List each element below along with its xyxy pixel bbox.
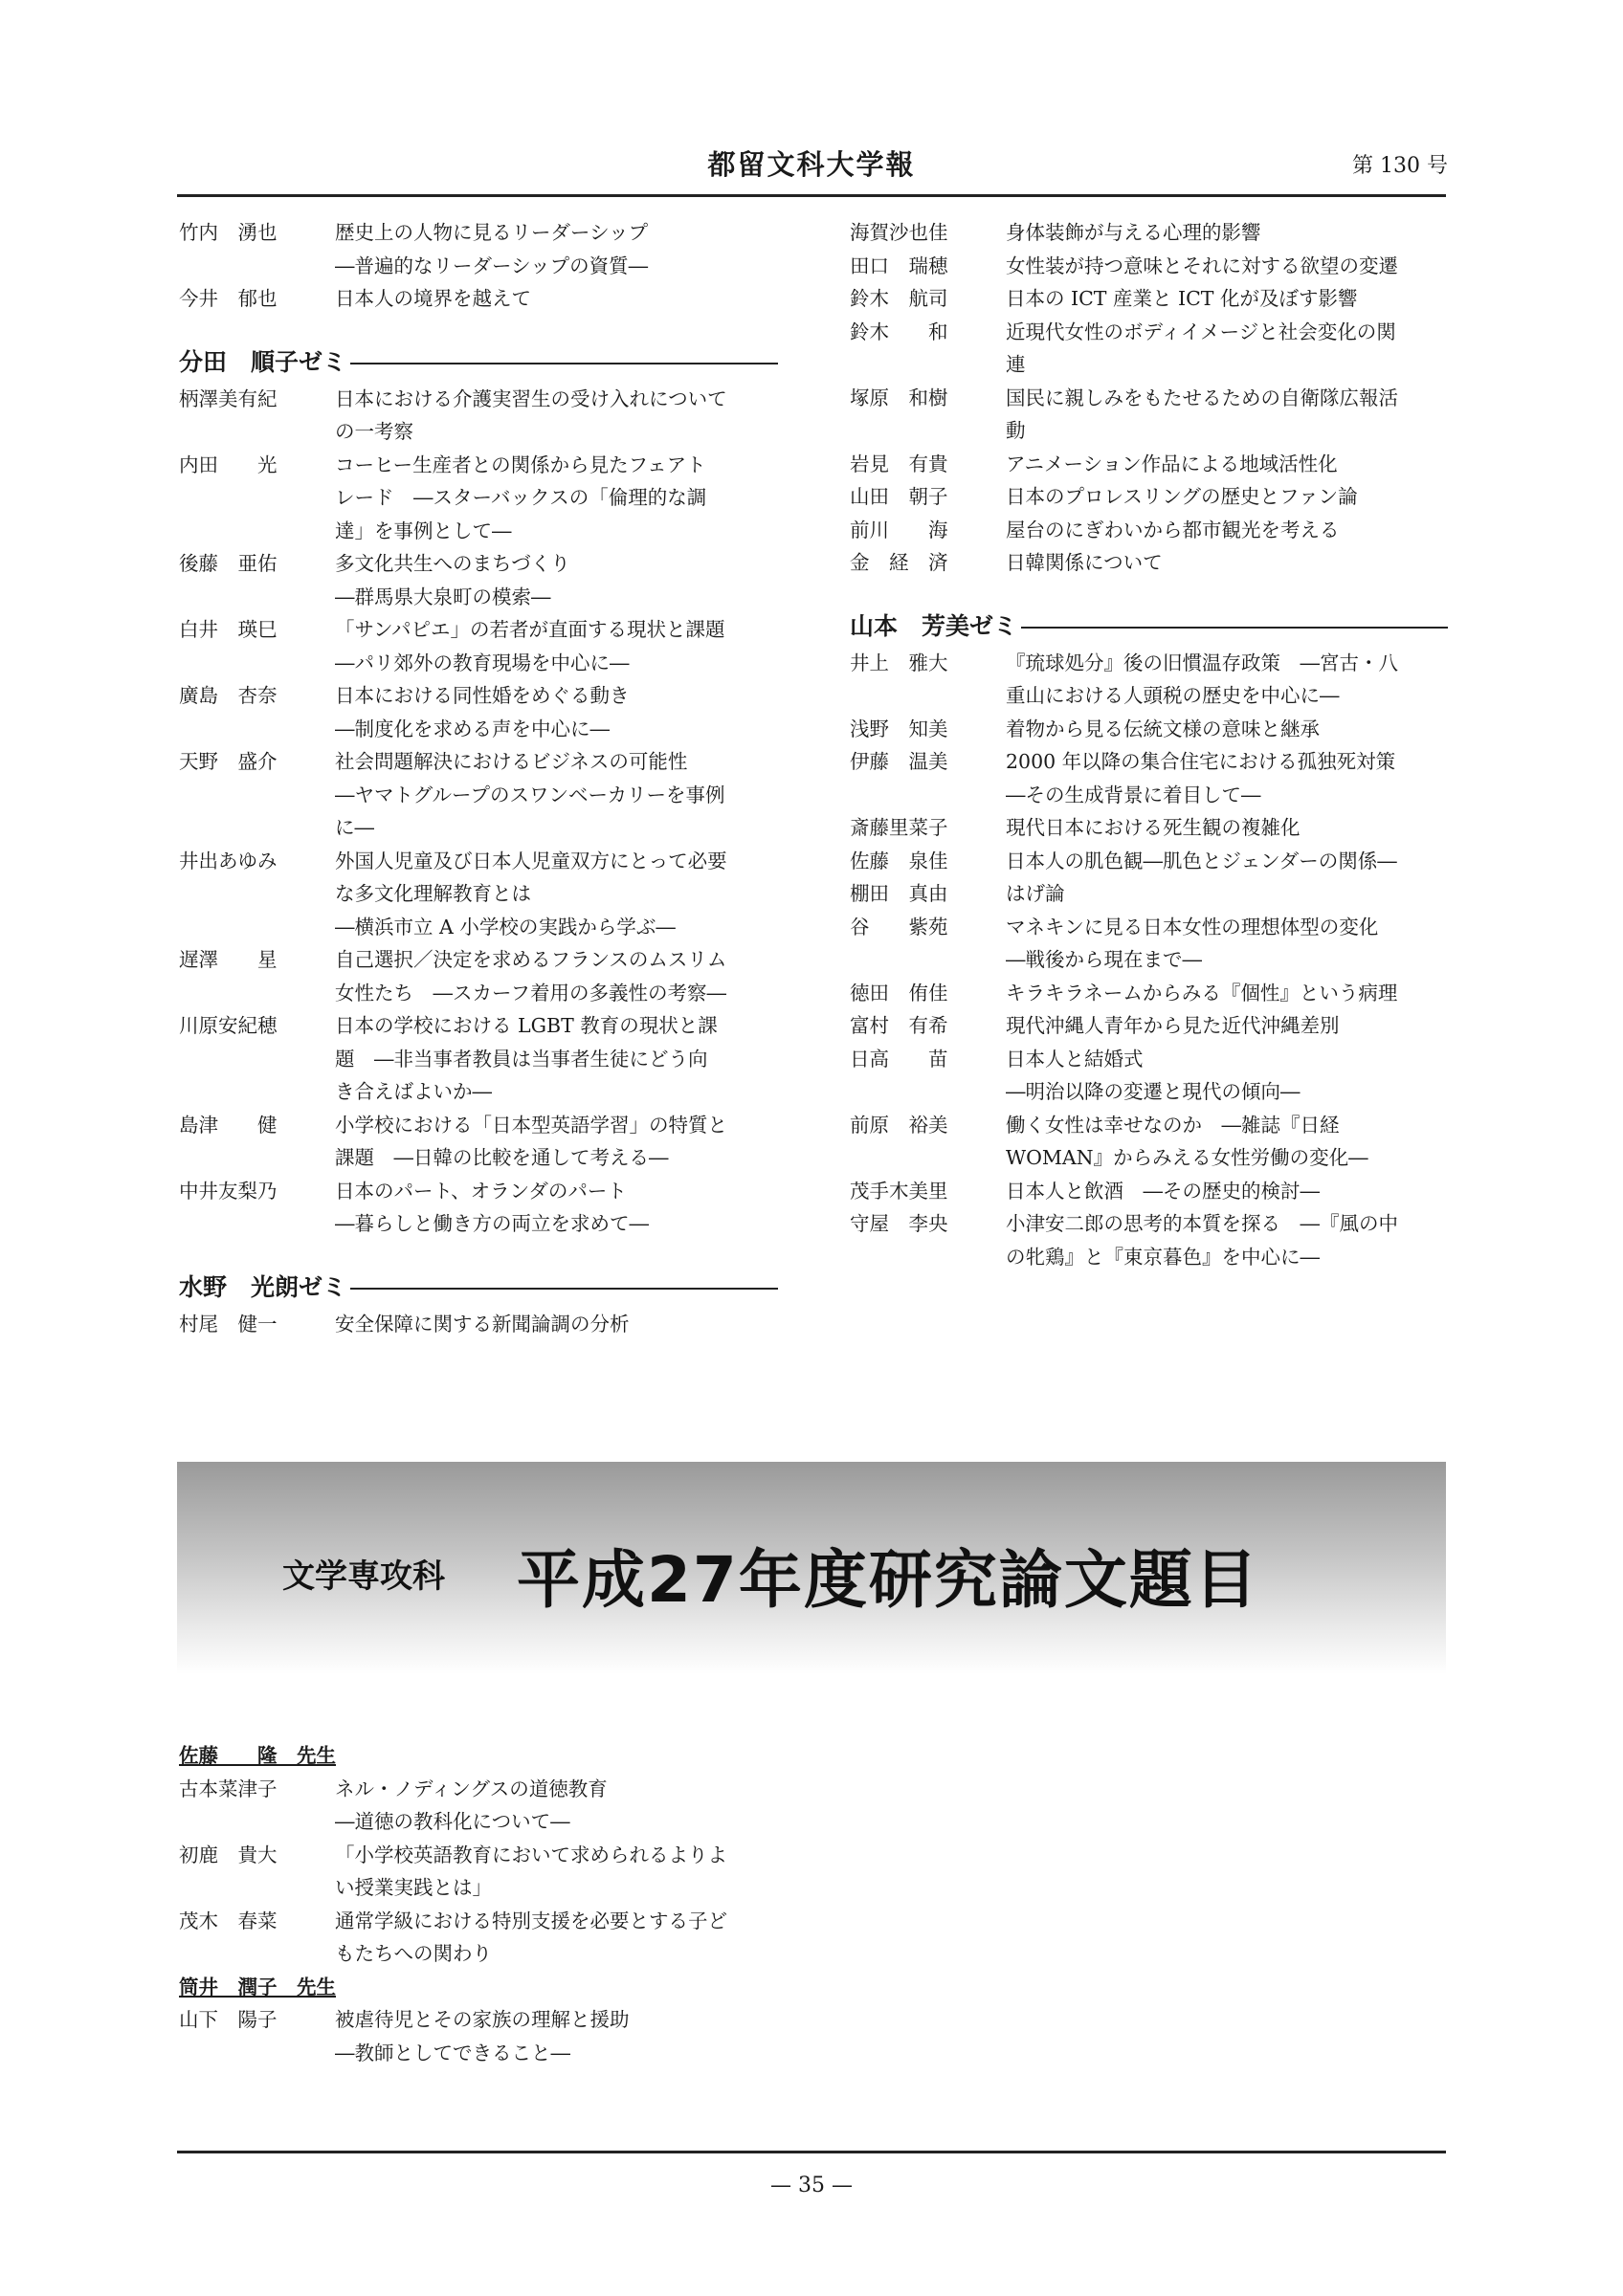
thesis-entry bbox=[850, 382, 1448, 448]
thesis-title-line: 小学校における「日本型英語学習」の特質と bbox=[335, 1113, 727, 1137]
heading-rule bbox=[350, 1288, 778, 1290]
student-name: 鈴木 航司 bbox=[850, 287, 948, 310]
student-name: 斎藤里菜子 bbox=[850, 816, 948, 839]
thesis-entry bbox=[850, 745, 1448, 811]
thesis-title bbox=[1006, 250, 1448, 283]
thesis-title-line: 重山における人頭税の歴史を中心に― bbox=[1006, 684, 1340, 707]
thesis-title bbox=[335, 943, 778, 1009]
thesis-title bbox=[1006, 448, 1448, 481]
thesis-title bbox=[335, 383, 778, 449]
section-gap bbox=[179, 1241, 778, 1269]
thesis-title-line: 現代日本における死生観の複雑化 bbox=[1006, 816, 1301, 839]
student-name: 富村 有希 bbox=[850, 1014, 948, 1037]
thesis-entry bbox=[850, 448, 1448, 481]
student-name: 川原安紀穂 bbox=[179, 1014, 278, 1037]
thesis-title bbox=[1006, 977, 1448, 1010]
thesis-entry bbox=[850, 911, 1448, 977]
thesis-title-line: 課題 ―日韓の比較を通して考える― bbox=[335, 1146, 669, 1169]
left-column bbox=[179, 216, 778, 1340]
thesis-title bbox=[335, 613, 778, 679]
thesis-title bbox=[1006, 647, 1448, 713]
thesis-title-line: ―パリ郊外の教育現場を中心に― bbox=[335, 651, 630, 674]
thesis-title-line: 2000 年以降の集合住宅における孤独死対策 bbox=[1006, 750, 1396, 773]
thesis-title bbox=[1006, 282, 1448, 316]
thesis-title-line: ―教師としてできること― bbox=[335, 2041, 570, 2064]
thesis-title-line: 歴史上の人物に見るリーダーシップ bbox=[335, 221, 649, 244]
thesis-title bbox=[335, 1175, 778, 1241]
thesis-title-line: 外国人児童及び日本人児童双方にとって必要 bbox=[335, 849, 727, 872]
student-name: 棚田 真由 bbox=[850, 882, 948, 905]
thesis-entry bbox=[850, 1109, 1448, 1175]
page-number: — 35 — bbox=[770, 2174, 853, 2197]
thesis-title-line: 被虐待児とその家族の理解と援助 bbox=[335, 2008, 630, 2031]
thesis-entry bbox=[179, 547, 778, 613]
journal-title: 都留文科大学報 bbox=[707, 148, 916, 181]
thesis-title bbox=[335, 282, 778, 316]
footer-rule bbox=[177, 2151, 1446, 2153]
student-name: 日高 苗 bbox=[850, 1047, 948, 1071]
student-name: 井出あゆみ bbox=[179, 849, 278, 872]
thesis-title-line: ―明治以降の変遷と現代の傾向― bbox=[1006, 1080, 1301, 1103]
thesis-title bbox=[335, 845, 778, 944]
student-name: 守屋 李央 bbox=[850, 1212, 948, 1235]
thesis-title bbox=[335, 1773, 778, 1839]
thesis-title-line: の牝鶏』と『東京暮色』を中心に― bbox=[1006, 1245, 1320, 1269]
banner-subtitle: 文学専攻科 bbox=[282, 1557, 445, 1596]
student-name: 浅野 知美 bbox=[850, 717, 948, 740]
seminar-name: 水野 光朗ゼミ bbox=[179, 1273, 347, 1302]
seminar-name: 分田 順子ゼミ bbox=[179, 348, 347, 377]
student-name: 前原 裕美 bbox=[850, 1113, 948, 1137]
thesis-title-line: 近現代女性のボディイメージと社会変化の関 bbox=[1006, 320, 1396, 343]
advisor-heading: 佐藤 隆 先生 bbox=[179, 1744, 336, 1767]
thesis-title bbox=[335, 1308, 778, 1341]
thesis-entry bbox=[179, 679, 778, 745]
student-name: 茂木 春菜 bbox=[179, 1909, 278, 1932]
thesis-title-line: ―戦後から現在まで― bbox=[1006, 948, 1202, 971]
student-name: 島津 健 bbox=[179, 1113, 278, 1137]
thesis-title bbox=[1006, 382, 1448, 448]
thesis-entry bbox=[850, 647, 1448, 713]
thesis-entry bbox=[850, 282, 1448, 316]
student-name: 佐藤 泉佳 bbox=[850, 849, 948, 872]
thesis-title-line: コーヒー生産者との関係から見たフェアト bbox=[335, 453, 706, 476]
thesis-entry bbox=[179, 1839, 778, 1905]
thesis-title-line: 達」を事例として― bbox=[335, 519, 512, 542]
thesis-entry bbox=[850, 877, 1448, 911]
thesis-title bbox=[1006, 845, 1448, 878]
thesis-title-line: 現代沖縄人青年から見た近代沖縄差別 bbox=[1006, 1014, 1340, 1037]
thesis-title-line: 題 ―非当事者教員は当事者生徒にどう向 bbox=[335, 1047, 708, 1071]
thesis-title bbox=[1006, 546, 1448, 580]
thesis-title-line: 日本人の肌色観―肌色とジェンダーの関係― bbox=[1006, 849, 1397, 872]
thesis-title bbox=[1006, 713, 1448, 746]
thesis-title-line: ―その生成背景に着目して― bbox=[1006, 783, 1261, 806]
student-name: 岩見 有貴 bbox=[850, 452, 948, 475]
thesis-title-line: ―暮らしと働き方の両立を求めて― bbox=[335, 1212, 649, 1235]
student-name: 田口 瑞穂 bbox=[850, 254, 948, 277]
thesis-title bbox=[1006, 745, 1448, 811]
thesis-title-line: 日本人と飲酒 ―その歴史的検討― bbox=[1006, 1179, 1320, 1203]
thesis-title bbox=[335, 745, 778, 845]
thesis-title bbox=[1006, 316, 1448, 382]
thesis-title-line: ―制度化を求める声を中心に― bbox=[335, 717, 610, 740]
thesis-title-line: 動 bbox=[1006, 419, 1026, 442]
thesis-entry bbox=[850, 811, 1448, 845]
thesis-title-line: 小津安二郎の思考的本質を探る ―『風の中 bbox=[1006, 1212, 1398, 1235]
thesis-entry bbox=[179, 282, 778, 316]
thesis-title-line: アニメーション作品による地域活性化 bbox=[1006, 452, 1338, 475]
advisor-heading: 筒井 潤子 先生 bbox=[179, 1975, 336, 1998]
thesis-title-line: はげ論 bbox=[1006, 882, 1065, 905]
heading-rule bbox=[350, 363, 778, 364]
thesis-title bbox=[1006, 216, 1448, 250]
thesis-title-line: 国民に親しみをもたせるための自衛隊広報活 bbox=[1006, 386, 1398, 409]
thesis-title-line: 『琉球処分』後の旧慣温存政策 ―宮古・八 bbox=[1006, 651, 1398, 674]
thesis-title-line: の一考察 bbox=[335, 420, 413, 443]
thesis-title-line: 屋台のにぎわいから都市観光を考える bbox=[1006, 518, 1340, 541]
thesis-entry bbox=[850, 845, 1448, 878]
thesis-entry bbox=[179, 845, 778, 944]
student-name: 竹内 湧也 bbox=[179, 221, 278, 244]
thesis-title-line: 着物から見る伝統文様の意味と継承 bbox=[1006, 717, 1320, 740]
student-name: 柄澤美有紀 bbox=[179, 386, 278, 410]
student-name: 金 経 済 bbox=[850, 551, 948, 574]
banner-title: 平成27年度研究論文題目 bbox=[517, 1543, 1259, 1617]
thesis-title-line: 日本人と結婚式 bbox=[1006, 1047, 1144, 1071]
seminar-heading bbox=[179, 344, 778, 383]
thesis-title-line: ―道徳の教科化について― bbox=[335, 1810, 570, 1833]
seminar-heading bbox=[850, 608, 1448, 647]
thesis-title bbox=[1006, 1175, 1448, 1208]
thesis-title-line: 日本における同性婚をめぐる動き bbox=[335, 684, 630, 707]
thesis-entry bbox=[179, 1175, 778, 1241]
thesis-title-line: ―普遍的なリーダーシップの資質― bbox=[335, 254, 649, 277]
thesis-title-line: 日本の ICT 産業と ICT 化が及ぼす影響 bbox=[1006, 287, 1358, 310]
thesis-entry bbox=[179, 613, 778, 679]
section-gap bbox=[179, 316, 778, 344]
student-name: 山田 朝子 bbox=[850, 485, 948, 508]
thesis-title-line: ネル・ノディングスの道徳教育 bbox=[335, 1777, 608, 1800]
section-gap bbox=[850, 580, 1448, 608]
thesis-title bbox=[335, 1009, 778, 1109]
thesis-title bbox=[335, 547, 778, 613]
thesis-title-line: 社会問題解決におけるビジネスの可能性 bbox=[335, 750, 688, 773]
student-name: 白井 瑛巳 bbox=[179, 618, 278, 641]
thesis-title-line: な多文化理解教育とは bbox=[335, 882, 531, 905]
thesis-title bbox=[1006, 1043, 1448, 1109]
thesis-title-line: ―群馬県大泉町の模索― bbox=[335, 585, 551, 608]
thesis-title-line: 自己選択／決定を求めるフランスのムスリム bbox=[335, 948, 727, 971]
thesis-title-line: 「小学校英語教育において求められるよりよ bbox=[335, 1843, 727, 1866]
thesis-title bbox=[1006, 811, 1448, 845]
student-name: 塚原 和樹 bbox=[850, 386, 948, 409]
seminar-heading bbox=[179, 1269, 778, 1308]
thesis-entry bbox=[179, 1905, 778, 1971]
thesis-title bbox=[335, 679, 778, 745]
thesis-title-line: 日本の学校における LGBT 教育の現状と課 bbox=[335, 1014, 718, 1037]
student-name: 天野 盛介 bbox=[179, 750, 278, 773]
student-name: 海賀沙也佳 bbox=[850, 221, 948, 244]
thesis-title-line: 女性装が持つ意味とそれに対する欲望の変遷 bbox=[1006, 254, 1398, 277]
student-name: 谷 紫苑 bbox=[850, 915, 948, 938]
graduate-thesis-list bbox=[179, 1739, 778, 2069]
thesis-title-line: ―ヤマトグループのスワンベーカリーを事例 bbox=[335, 783, 725, 806]
thesis-title-line: 働く女性は幸せなのか ―雑誌『日経 bbox=[1006, 1113, 1340, 1137]
thesis-title-line: 身体装飾が与える心理的影響 bbox=[1006, 221, 1261, 244]
student-name: 後藤 亜佑 bbox=[179, 552, 278, 575]
student-name: 遅澤 星 bbox=[179, 948, 278, 971]
thesis-title bbox=[1006, 877, 1448, 911]
thesis-title bbox=[335, 1109, 778, 1175]
thesis-title-line: 日本人の境界を越えて bbox=[335, 287, 531, 310]
thesis-title bbox=[1006, 1109, 1448, 1175]
thesis-entry bbox=[850, 480, 1448, 514]
thesis-title-line: に― bbox=[335, 816, 374, 839]
thesis-title-line: 女性たち ―スカーフ着用の多義性の考察― bbox=[335, 981, 726, 1004]
thesis-title-line: い授業実践とは」 bbox=[335, 1876, 492, 1899]
thesis-entry bbox=[179, 1308, 778, 1341]
thesis-title bbox=[1006, 480, 1448, 514]
thesis-entry bbox=[179, 1773, 778, 1839]
thesis-entry bbox=[179, 943, 778, 1009]
student-name: 鈴木 和 bbox=[850, 320, 948, 343]
thesis-entry bbox=[179, 2003, 778, 2069]
thesis-title bbox=[335, 449, 778, 548]
thesis-entry bbox=[850, 250, 1448, 283]
thesis-title-line: ―横浜市立 A 小学校の実践から学ぶ― bbox=[335, 915, 676, 938]
student-name: 茂手木美里 bbox=[850, 1179, 948, 1203]
student-name: 井上 雅大 bbox=[850, 651, 948, 674]
thesis-title-line: 多文化共生へのまちづくり bbox=[335, 552, 570, 575]
issue-number: 第 130 号 bbox=[1352, 154, 1448, 178]
thesis-title-line: き合えばよいか― bbox=[335, 1080, 492, 1103]
thesis-entry bbox=[850, 1043, 1448, 1109]
thesis-entry bbox=[850, 713, 1448, 746]
thesis-title bbox=[335, 1905, 778, 1971]
seminar-name: 山本 芳美ゼミ bbox=[850, 612, 1018, 641]
thesis-entry bbox=[179, 383, 778, 449]
right-column bbox=[850, 216, 1448, 1273]
thesis-entry bbox=[179, 216, 778, 282]
thesis-title-line: 安全保障に関する新聞論調の分析 bbox=[335, 1312, 630, 1336]
thesis-title bbox=[1006, 1207, 1448, 1273]
thesis-title-line: WOMAN』からみえる女性労働の変化― bbox=[1006, 1146, 1368, 1169]
thesis-title bbox=[1006, 911, 1448, 977]
thesis-entry bbox=[850, 546, 1448, 580]
thesis-title-line: マネキンに見る日本女性の理想体型の変化 bbox=[1006, 915, 1379, 938]
thesis-title-line: レード ―スターバックスの「倫理的な調 bbox=[335, 486, 707, 509]
thesis-title bbox=[335, 216, 778, 282]
thesis-title bbox=[1006, 514, 1448, 547]
thesis-entry bbox=[179, 1109, 778, 1175]
thesis-entry bbox=[179, 1009, 778, 1109]
thesis-title-line: 通常学級における特別支援を必要とする子ど bbox=[335, 1909, 727, 1932]
student-name: 廣島 杏奈 bbox=[179, 684, 278, 707]
thesis-entry bbox=[850, 316, 1448, 382]
thesis-title bbox=[335, 2003, 778, 2069]
student-name: 前川 海 bbox=[850, 518, 948, 541]
student-name: 徳田 侑佳 bbox=[850, 981, 948, 1004]
thesis-title-line: 日本における介護実習生の受け入れについて bbox=[335, 386, 727, 410]
thesis-title bbox=[335, 1839, 778, 1905]
student-name: 伊藤 温美 bbox=[850, 750, 948, 773]
thesis-title-line: 連 bbox=[1006, 353, 1026, 376]
student-name: 今井 郁也 bbox=[179, 287, 278, 310]
header-rule bbox=[177, 194, 1446, 197]
student-name: 村尾 健一 bbox=[179, 1312, 278, 1336]
thesis-title-line: もたちへの関わり bbox=[335, 1942, 492, 1965]
thesis-title-line: 日本のパート、オランダのパート bbox=[335, 1179, 627, 1203]
thesis-title bbox=[1006, 1009, 1448, 1043]
student-name: 山下 陽子 bbox=[179, 2008, 278, 2031]
heading-rule bbox=[1021, 627, 1448, 629]
thesis-entry bbox=[850, 514, 1448, 547]
thesis-title-line: 「サンパピエ」の若者が直面する現状と課題 bbox=[335, 618, 725, 641]
student-name: 古本菜津子 bbox=[179, 1777, 278, 1800]
thesis-title-line: 日本のプロレスリングの歴史とファン論 bbox=[1006, 485, 1358, 508]
thesis-entry bbox=[850, 1207, 1448, 1273]
thesis-entry bbox=[179, 745, 778, 845]
thesis-title-line: 日韓関係について bbox=[1006, 551, 1163, 574]
thesis-entry bbox=[179, 449, 778, 548]
thesis-title-line: キラキラネームからみる『個性』という病理 bbox=[1006, 981, 1398, 1004]
student-name: 中井友梨乃 bbox=[179, 1179, 278, 1203]
thesis-entry bbox=[850, 216, 1448, 250]
student-name: 内田 光 bbox=[179, 453, 278, 476]
thesis-entry bbox=[850, 977, 1448, 1010]
thesis-entry bbox=[850, 1009, 1448, 1043]
thesis-entry bbox=[850, 1175, 1448, 1208]
student-name: 初鹿 貴大 bbox=[179, 1843, 278, 1866]
